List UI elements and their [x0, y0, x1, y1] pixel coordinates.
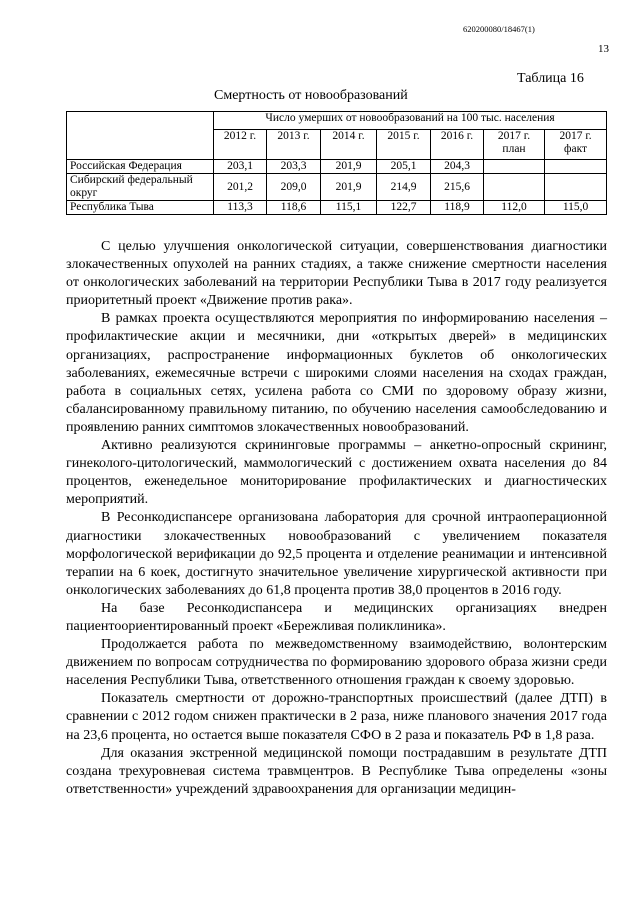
paragraph: Активно реализуются скрининговые программы – анкетно-опросный скрининг, гинеколого-цитологический, маммологический с достижением охвата населения до 84 процентов, еженедельное мониторирование профилактических и диагностических мероприятий.: [66, 438, 607, 508]
document-id: 620200080/18467(1): [463, 24, 535, 34]
table-column-header: 2016 г.: [431, 130, 484, 160]
table-cell: 113,3: [214, 201, 267, 215]
table-row: [67, 174, 607, 201]
table-label: Таблица 16: [517, 71, 584, 86]
table-cell: [545, 174, 607, 201]
table-cell: [545, 160, 607, 174]
mortality-table: [66, 111, 607, 215]
row-name: Республика Тыва: [67, 201, 214, 215]
table-cell: 209,0: [267, 174, 321, 201]
table-cell: 115,1: [321, 201, 377, 215]
paragraph: Продолжается работа по межведомственному взаимодействию, волонтерским движением по вопросам сотрудничества по формированию здорового образа жизни среди населения Республики Тыва, ответственного отношения граждан к своему здоровью.: [66, 637, 607, 689]
table-cell: 203,3: [267, 160, 321, 174]
table-cell: 201,9: [321, 174, 377, 201]
table-cell: 118,9: [431, 201, 484, 215]
table-cell: 215,6: [431, 174, 484, 201]
table-cell: [484, 160, 545, 174]
table-cell: 118,6: [267, 201, 321, 215]
table-column-header: 2013 г.: [267, 130, 321, 160]
table-title: Смертность от новообразований: [214, 88, 408, 103]
table-column-header: 2015 г.: [377, 130, 431, 160]
page-number: 13: [598, 43, 609, 55]
table-cell: 201,9: [321, 160, 377, 174]
paragraph: Показатель смертности от дорожно-транспортных происшествий (далее ДТП) в сравнении с 2012 годом снижен практически в 2 раза, ниже планового значения 2017 года на 23,6 процента, но остается выше показателя СФО в 2 раза и показатель РФ в 1,8 раза.: [66, 691, 607, 743]
paragraph: В рамках проекта осуществляются мероприятия по информированию населения – профилактические акции и месячники, дни «открытых дверей» в медицинских организациях, распространение информационных буклетов об онкологических заболеваниях, ежемесячные встречи с широкими слоями населения на сходах граждан, работа в социальных сетях, усилена работа со СМИ по здоровому образу жизни, сбалансированному правильному питанию, по обучению населения самообследованию и проявлению ранних симптомов злокачественных новообразований.: [66, 311, 607, 435]
table-group-header: Число умерших от новообразований на 100 тыс. населения: [214, 112, 607, 130]
body-text: [66, 238, 607, 799]
table-cell: 205,1: [377, 160, 431, 174]
table-cell: 214,9: [377, 174, 431, 201]
table-cell: [484, 174, 545, 201]
table-corner-cell: [67, 112, 214, 160]
table-cell: 115,0: [545, 201, 607, 215]
paragraph: С целью улучшения онкологической ситуации, совершенствования диагностики злокачественных опухолей на ранних стадиях, а также снижение смертности населения от онкологических заболеваний на территории Республики Тыва в 2017 году реализуется приоритетный проект «Движение против рака».: [66, 239, 607, 309]
table-column-header: 2017 г. факт: [545, 130, 607, 160]
table-row: [67, 160, 607, 174]
table-cell: 112,0: [484, 201, 545, 215]
table-column-header: 2014 г.: [321, 130, 377, 160]
table-cell: 122,7: [377, 201, 431, 215]
row-name: Российская Федерация: [67, 160, 214, 174]
table-column-header: 2017 г. план: [484, 130, 545, 160]
table-cell: 203,1: [214, 160, 267, 174]
table-cell: 201,2: [214, 174, 267, 201]
paragraph: В Ресонкодиспансере организована лаборатория для срочной интраоперационной диагностики злокачественных новообразований с увеличением показателя морфологической верификации до 92,5 процента и отделение реанимации и интенсивной терапии на 6 коек, достигнуто значительное увеличение хирургической активности при онкологических заболеваниях до 61,8 процента против 38,0 процентов в 2016 году.: [66, 510, 607, 598]
paragraph: Для оказания экстренной медицинской помощи пострадавшим в результате ДТП создана трехуровневая система травмцентров. В Республике Тыва определены «зоны ответственности» учреждений здравоохранения для организации медицин-: [66, 745, 607, 797]
table-cell: 204,3: [431, 160, 484, 174]
table-row: [67, 201, 607, 215]
paragraph: На базе Ресонкодиспансера и медицинских организациях внедрен пациентоориентированный проект «Бережливая поликлиника».: [66, 600, 607, 634]
row-name: Сибирский федеральный округ: [67, 174, 214, 201]
table-column-header: 2012 г.: [214, 130, 267, 160]
